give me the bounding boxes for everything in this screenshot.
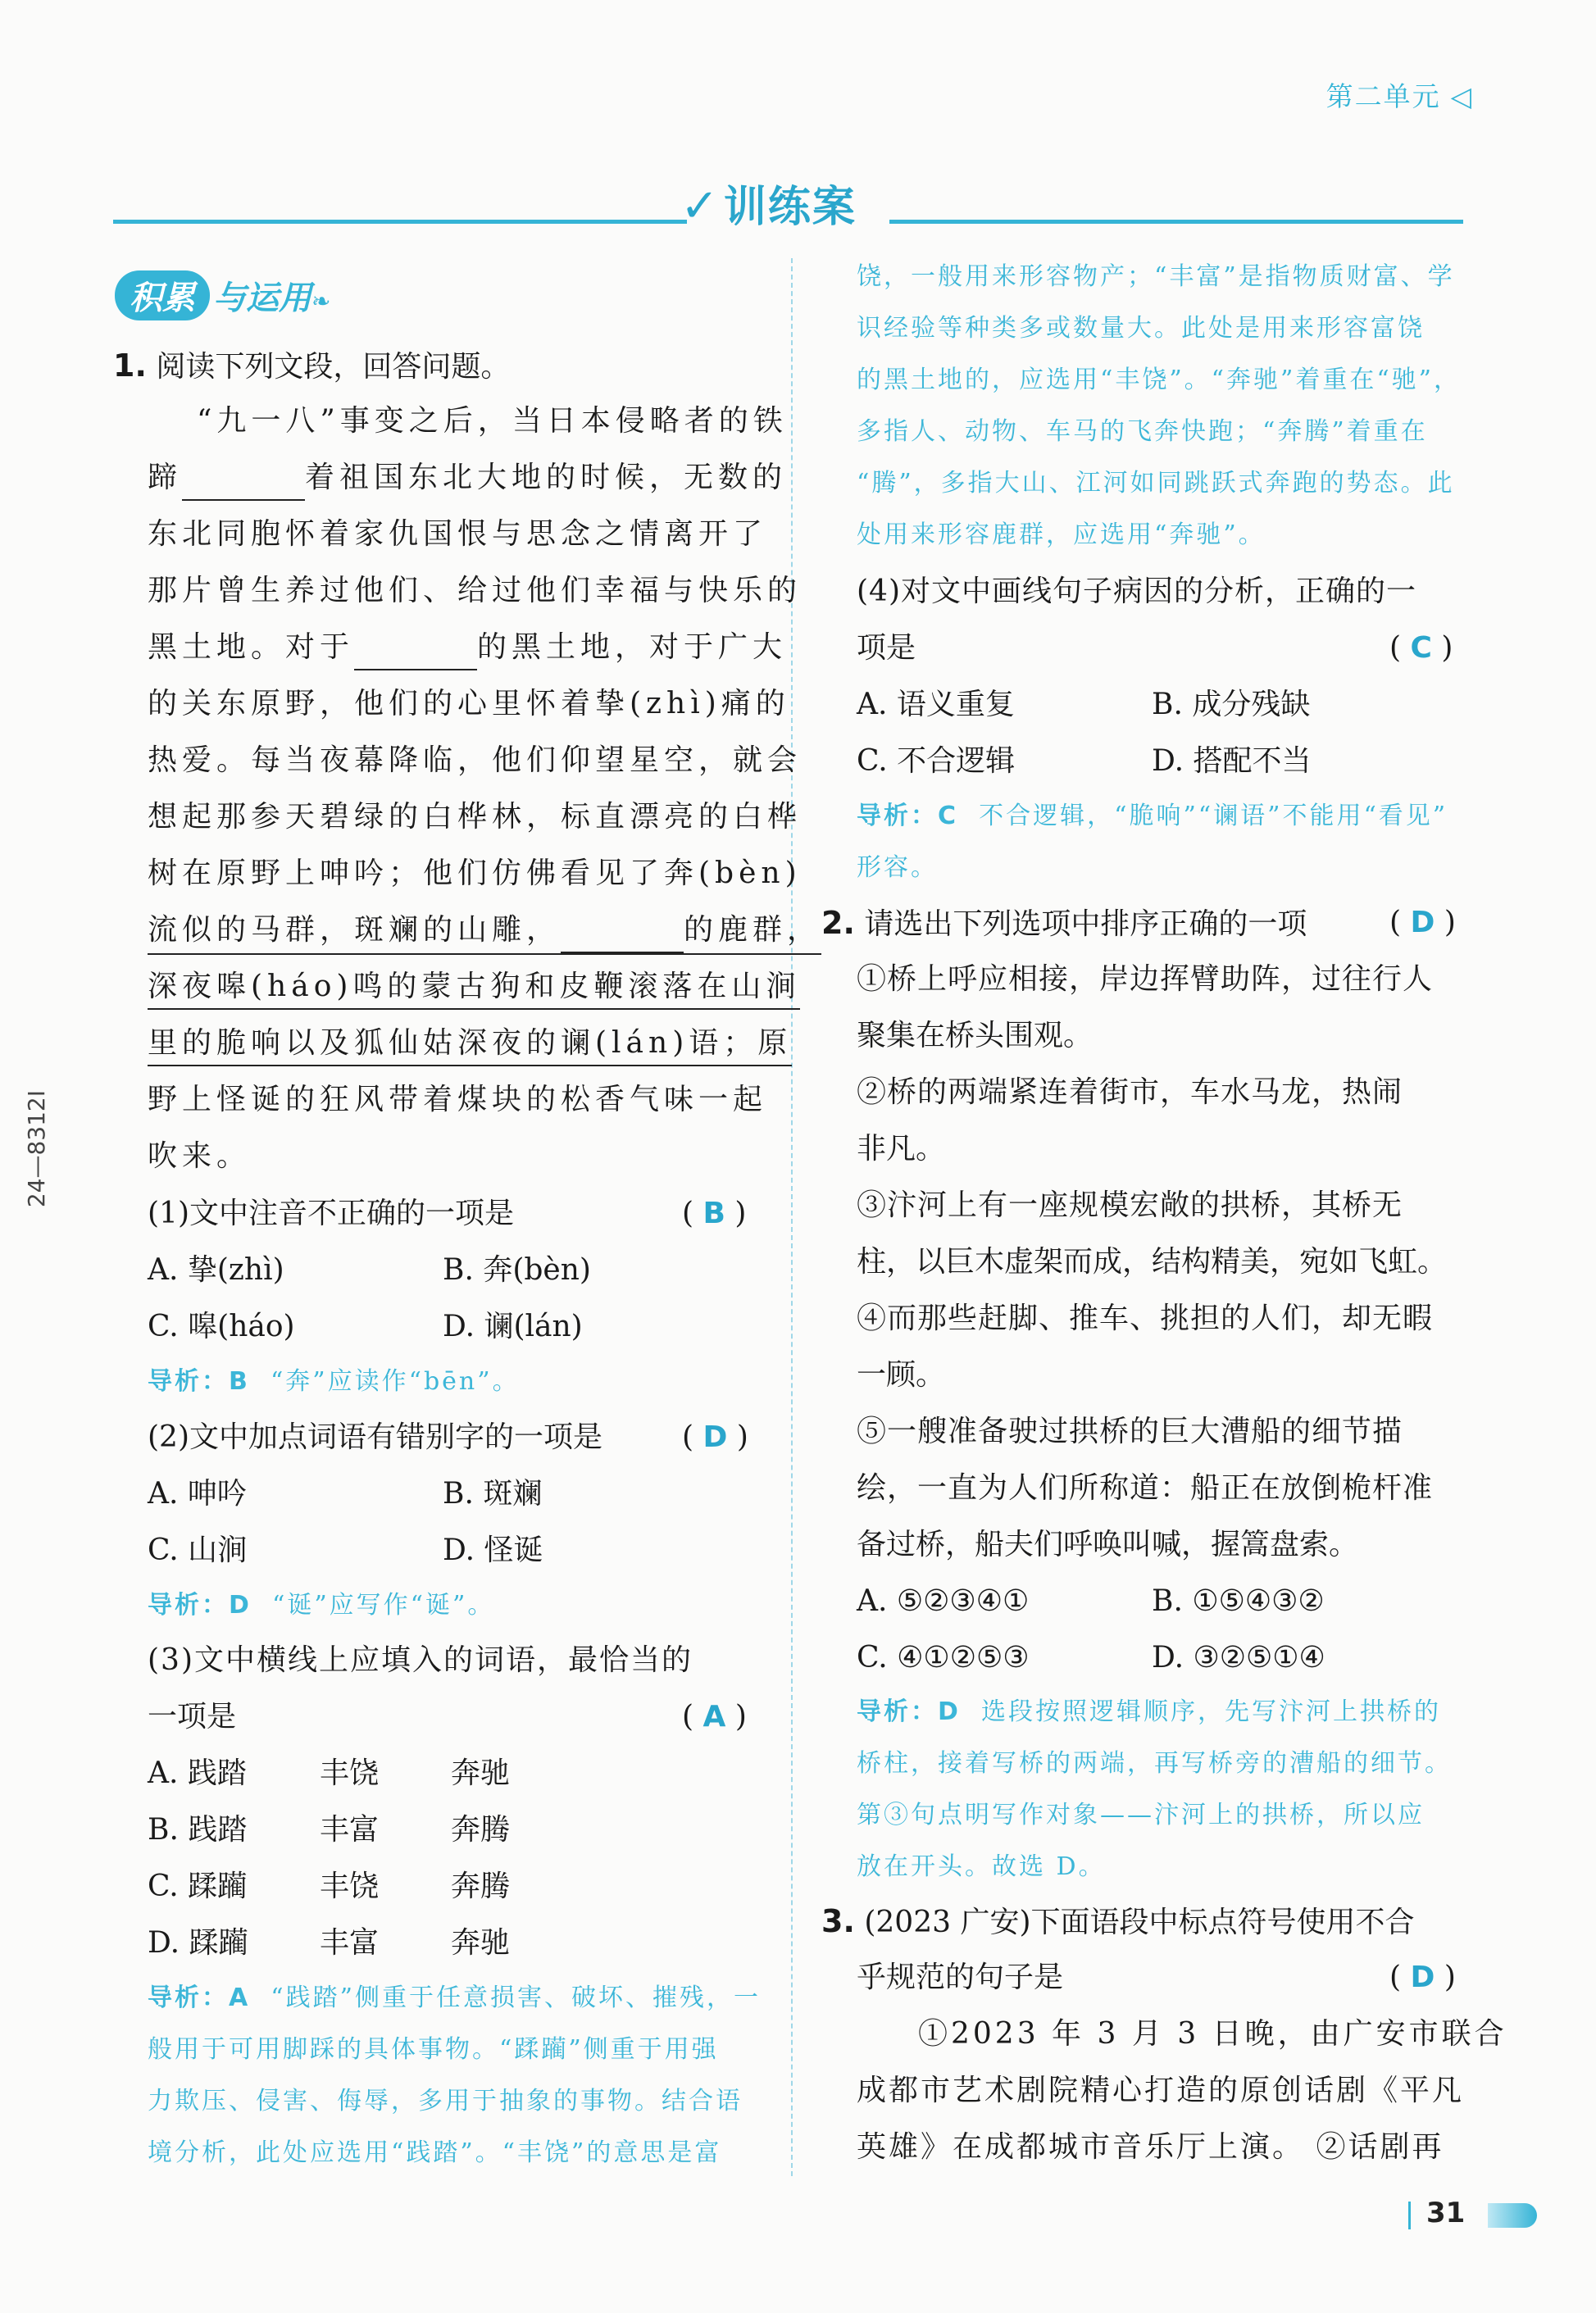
passage-line: 野上怪诞的狂风带着煤块的松香气味一起: [148, 1083, 768, 1116]
analysis-text: “诞”应写作“诞”。: [271, 1591, 495, 1620]
answer-letter: D: [1410, 906, 1435, 939]
passage-line: “九一八”事变之后，当日本侵略者的铁: [197, 404, 788, 438]
analysis-text: “践踏”侧重于任意损害、破坏、摧残，一: [271, 1984, 761, 2012]
question-1-heading: [113, 344, 510, 389]
answer-letter: B: [703, 1197, 725, 1230]
option-word: 奔驰: [451, 1926, 511, 1960]
option: B. 奔(bèn): [443, 1253, 591, 1287]
passage-line-underlined: 深夜嗥(háo)鸣的蒙古狗和皮鞭滚落在山涧: [148, 966, 800, 1010]
title-rule-left: [113, 220, 687, 224]
analysis-label: 导析：D: [857, 1697, 961, 1726]
analysis-line: 般用于可用脚踩的具体事物。“蹂躏”侧重于用强: [148, 2035, 719, 2064]
analysis-line: “腾”，多指大山、江河如同跳跃式奔跑的势态。此: [857, 469, 1455, 498]
title-rule-right: [889, 220, 1463, 224]
passage-text: 的鹿群，: [684, 913, 822, 947]
analysis-line: 多指人、动物、车马的飞奔快跑；“奔腾”着重在: [857, 417, 1428, 446]
page-number: 31: [1426, 2197, 1466, 2229]
passage-line: 热爱。每当夜幕降临，他们仰望星空，就会: [148, 743, 803, 777]
analysis-text: 选段按照逻辑顺序，先写汴河上拱桥的: [980, 1697, 1441, 1726]
sentence-line: 柱，以巨木虚架而成，结构精美，宛如飞虹。: [857, 1245, 1448, 1279]
answer-letter: C: [1410, 631, 1432, 665]
page-title-text: 训练案: [723, 183, 857, 232]
analysis-line: 形容。: [857, 853, 938, 882]
analysis-line: 的黑土地的，应选用“丰饶”。“奔驰”着重在“驰”，: [857, 366, 1462, 394]
analysis-text: “奔”应读作“bēn”。: [270, 1367, 520, 1396]
option: B. 践踏: [148, 1813, 248, 1847]
passage-text: 的黑土地，对于广大: [477, 630, 788, 664]
passage-text: 蹄: [148, 461, 183, 494]
option-word: 奔腾: [451, 1813, 511, 1847]
analysis-label: 导析：C: [857, 802, 959, 830]
answer-bracket: ( D ): [682, 1420, 748, 1454]
passage-line: 东北同胞怀着家仇国恨与思念之情离开了: [148, 517, 768, 551]
option: C. 蹂躏: [148, 1870, 248, 1903]
question-number: 3.: [821, 1903, 855, 1939]
answer-bracket: ( D ): [1389, 1961, 1456, 1994]
option: A. 践踏: [148, 1756, 247, 1790]
triangle-left-icon: ◁: [1450, 80, 1473, 112]
answer-letter: A: [703, 1700, 726, 1734]
question-number: 2.: [821, 905, 855, 941]
unit-header: [1326, 75, 1473, 114]
analysis-line: 桥柱，接着写桥的两端，再写桥旁的漕船的细节。: [857, 1749, 1452, 1778]
subquestion-1: (1)文中注音不正确的一项是: [148, 1197, 514, 1230]
answer-letter: D: [1410, 1961, 1435, 1994]
option: B. ①⑤④③②: [1152, 1584, 1325, 1618]
page-number-bar: [1408, 2202, 1411, 2229]
question-number: 1.: [113, 348, 147, 384]
analysis-line: 第③句点明写作对象——汴河上的拱桥，所以应: [857, 1801, 1425, 1829]
section-badge-pill: 积累: [115, 270, 210, 320]
analysis: [148, 1584, 494, 1627]
passage-line: [148, 457, 787, 501]
sentence-line: ④而那些赶脚、推车、挑担的人们，却无暇: [857, 1302, 1434, 1335]
analysis-label: 导析：B: [148, 1367, 250, 1396]
page-title: [680, 172, 857, 234]
passage-text: 黑土地。对于: [148, 630, 355, 664]
option: D. 蹂躏: [148, 1926, 248, 1960]
answer-bracket: ( A ): [682, 1700, 747, 1734]
passage-line: 英雄》在成都城市音乐厅上演。 ②话剧再: [857, 2130, 1444, 2164]
subquestion-4: (4)对文中画线句子病因的分析，正确的一: [857, 575, 1416, 608]
passage-line-underlined: [148, 909, 821, 955]
passage-line: 树在原野上呻吟；他们仿佛看见了奔(bèn): [148, 857, 802, 890]
sentence-line: 非凡。: [857, 1132, 946, 1166]
subquestion-3: (3)文中横线上应填入的词语，最恰当的: [148, 1643, 693, 1677]
question-prompt: 阅读下列文段，回答问题。: [156, 350, 511, 384]
analysis-line: 识经验等种类多或数量大。此处是用来形容富饶: [857, 314, 1425, 343]
leaf-icon: ❧: [311, 288, 331, 315]
fill-blank: [182, 457, 305, 501]
option: A. 挚(zhì): [148, 1253, 284, 1287]
sentence-line: 一顾。: [857, 1358, 946, 1392]
question-3-heading: [821, 1900, 1415, 1944]
option: B. 成分残缺: [1152, 688, 1311, 721]
option-word: 丰富: [320, 1813, 380, 1847]
sentence-line: 聚集在桥头围观。: [857, 1019, 1094, 1052]
passage-line: 想起那参天碧绿的白桦林，标直漂亮的白桦: [148, 800, 803, 834]
column-divider: [791, 258, 793, 2176]
section-badge-rest: 与运用: [213, 279, 311, 317]
answer-bracket: ( B ): [682, 1197, 747, 1230]
analysis-line: 饶，一般用来形容物产；“丰富”是指物质财富、学: [857, 262, 1455, 291]
option: C. 嗥(háo): [148, 1310, 295, 1343]
analysis: [148, 1361, 520, 1403]
analysis-line: 力欺压、侵害、侮辱，多用于抽象的事物。结合语: [148, 2087, 743, 2115]
answer-bracket: ( D ): [1389, 906, 1456, 939]
sentence-line: ③汴河上有一座规模宏敞的拱桥，其桥无: [857, 1188, 1403, 1222]
passage-line-underlined: 里的脆响以及狐仙姑深夜的谰(lán)语；原: [148, 1022, 792, 1066]
fill-blank: [561, 909, 684, 953]
option: C. 山涧: [148, 1534, 248, 1567]
option: D. ③②⑤①④: [1152, 1641, 1325, 1675]
option: C. 不合逻辑: [857, 744, 1016, 778]
option: D. 怪诞: [443, 1534, 543, 1567]
sentence-line: 绘，一直为人们所称道：船正在放倒桅杆准: [857, 1471, 1434, 1505]
analysis-line: 处用来形容鹿群，应选用“奔驰”。: [857, 520, 1266, 549]
subquestion-2: (2)文中加点词语有错别字的一项是: [148, 1420, 602, 1454]
answer-bracket: ( C ): [1389, 631, 1453, 665]
analysis: [148, 1977, 761, 2020]
section-badge: [115, 270, 330, 320]
option: A. 语义重复: [857, 688, 1015, 721]
subquestion-4-cont: 项是: [857, 631, 916, 665]
passage-line: 成都市艺术剧院精心打造的原创话剧《平凡: [857, 2074, 1465, 2107]
sentence-line: ①桥上呼应相接，岸边挥臂助阵，过往行人: [857, 962, 1434, 996]
option: A. ⑤②③④①: [857, 1584, 1030, 1618]
sentence-line: ②桥的两端紧连着街市，车水马龙，热闹: [857, 1075, 1403, 1109]
passage-line: 那片曾生养过他们、给过他们幸福与快乐的: [148, 574, 803, 607]
option: C. ④①②⑤③: [857, 1641, 1030, 1675]
passage-text: 流似的马群，斑斓的山雕，: [148, 913, 562, 947]
option-word: 奔驰: [451, 1756, 511, 1790]
fill-blank: [354, 626, 477, 670]
option-word: 丰饶: [320, 1756, 380, 1790]
passage-text: 着祖国东北大地的时候，无数的: [305, 461, 788, 494]
page-tab-decoration: [1488, 2203, 1537, 2228]
passage-line: ①2023 年 3 月 3 日晚，由广安市联合: [918, 2017, 1507, 2051]
option-word: 丰富: [320, 1926, 380, 1960]
analysis: [857, 1691, 1441, 1734]
passage-line: 的关东原野，他们的心里怀着挚(zhì)痛的: [148, 687, 790, 720]
passage-line: [148, 626, 787, 670]
question-prompt: 请选出下列选项中排序正确的一项: [864, 907, 1307, 941]
option-word: 奔腾: [451, 1870, 511, 1903]
analysis-label: 导析：A: [148, 1984, 251, 2012]
unit-label: 第二单元: [1325, 80, 1441, 112]
passage-line: 吹来。: [148, 1139, 252, 1173]
question-prompt: (2023 广安)下面语段中标点符号使用不合: [864, 1906, 1415, 1939]
analysis: [857, 795, 1448, 838]
checkmark-icon: ✓: [680, 179, 721, 233]
question-prompt-cont: 乎规范的句子是: [857, 1961, 1064, 1994]
analysis-line: 放在开头。故选 D。: [857, 1852, 1106, 1881]
answer-letter: D: [703, 1420, 728, 1454]
question-2-heading: [821, 902, 1307, 946]
subquestion-3-cont: 一项是: [148, 1700, 237, 1734]
side-code: 24—8312I: [23, 1090, 50, 1208]
analysis-text: 不合逻辑，“脆响”“谰语”不能用“看见”: [979, 802, 1448, 830]
option-word: 丰饶: [320, 1870, 380, 1903]
sentence-line: 备过桥，船夫们呼唤叫喊，握篙盘索。: [857, 1528, 1359, 1561]
option: D. 谰(lán): [443, 1310, 583, 1343]
analysis-line: 境分析，此处应选用“践踏”。“丰饶”的意思是富: [148, 2138, 722, 2167]
analysis-label: 导析：D: [148, 1591, 252, 1620]
option: D. 搭配不当: [1152, 744, 1312, 778]
option: B. 斑斓: [443, 1477, 543, 1511]
sentence-line: ⑤一艘准备驶过拱桥的巨大漕船的细节描: [857, 1415, 1403, 1448]
option: A. 呻吟: [148, 1477, 247, 1511]
